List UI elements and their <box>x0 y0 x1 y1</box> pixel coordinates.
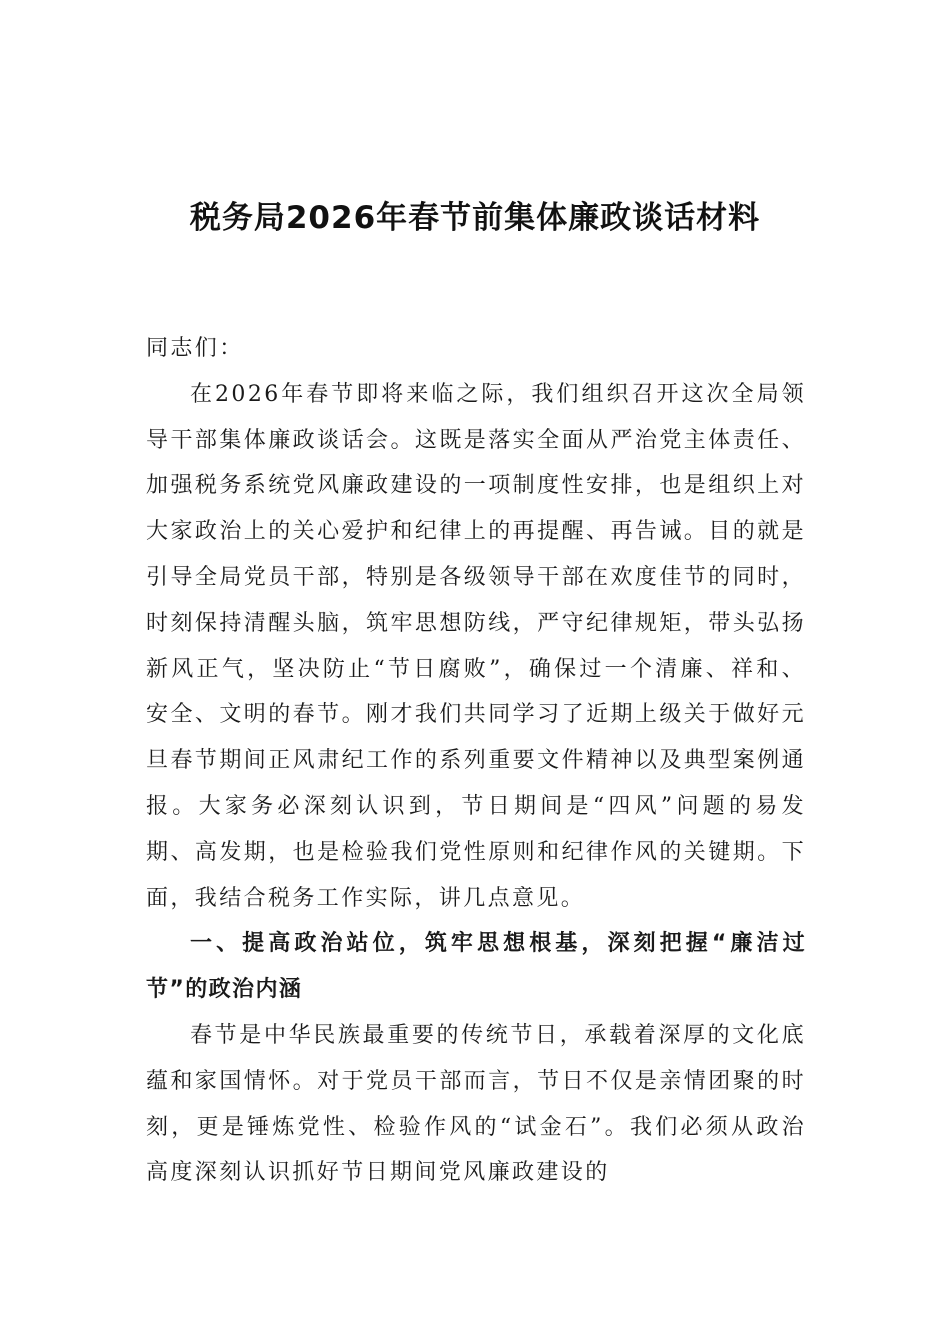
document-title: 税务局2026年春节前集体廉政谈话材料 <box>189 200 761 236</box>
greeting: 同志们： <box>146 336 244 361</box>
paragraph-section-1: 春节是中华民族最重要的传统节日，承载着深厚的文化底蕴和家国情怀。对于党员干部而言，节日不仅是亲情团聚的时刻，更是锤炼党性、检验作风的“试金石”。我们必须从政治高度深刻认识抓好节日期间党风廉政建设的 <box>146 1022 806 1186</box>
paragraph-intro: 在2026年春节即将来临之际，我们组织召开这次全局领导干部集体廉政谈话会。这既是落实全面从严治党主体责任、加强税务系统党风廉政建设的一项制度性安排，也是组织上对大家政治上的关心爱护和纪律上的再提醒、再告诫。目的就是引导全局党员干部，特别是各级领导干部在欢度佳节的同时，时刻保持清醒头脑，筑牢思想防线，严守纪律规矩，带头弘扬新风正气，坚决防止“节日腐败”，确保过一个清廉、祥和、安全、文明的春节。刚才我们共同学习了近期上级关于做好元旦春节期间正风肃纪工作的系列重要文件精神以及典型案例通报。大家务必深刻认识到，节日期间是“四风”问题的易发期、高发期，也是检验我们党性原则和纪律作风的关键期。下面，我结合税务工作实际，讲几点意见。 <box>146 381 806 911</box>
document-body <box>146 326 806 1196</box>
section-heading-1: 一、提高政治站位，筑牢思想根基，深刻把握“廉洁过节”的政治内涵 <box>146 931 806 1003</box>
